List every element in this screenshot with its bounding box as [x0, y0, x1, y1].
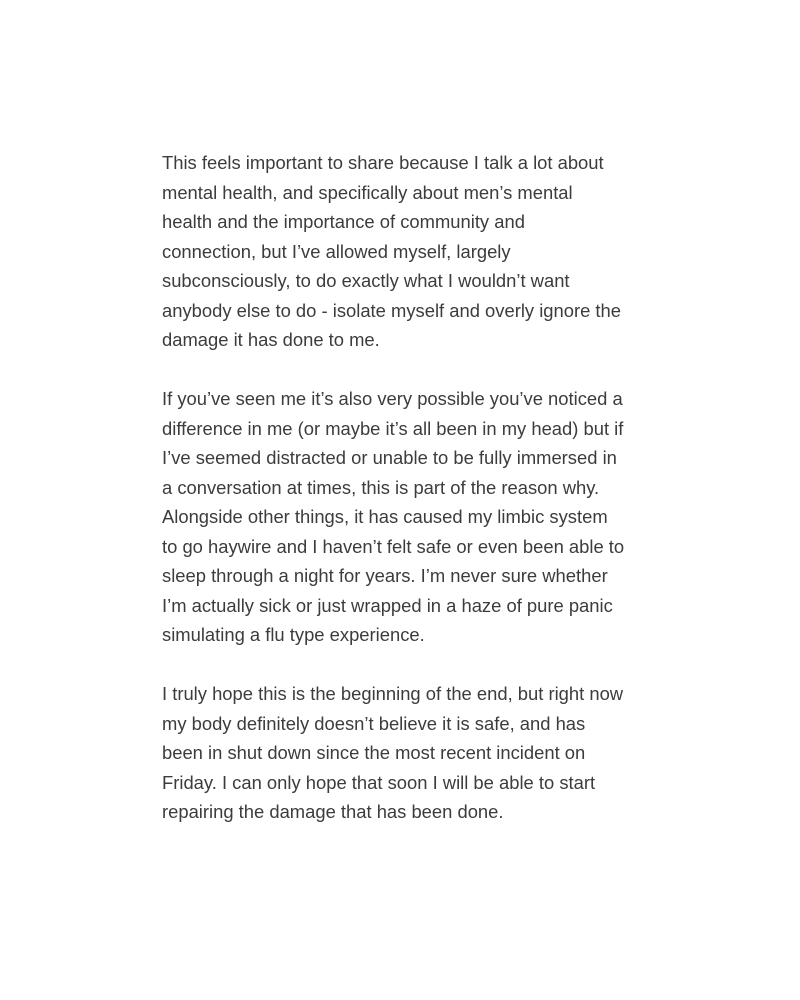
- text-line: a conversation at times, this is part of the reason why.: [162, 476, 600, 498]
- text-line: mental health, and specifically about men’s mental: [162, 181, 573, 203]
- text-line: repairing the damage that has been done.: [162, 801, 504, 822]
- text-line: simulating a flu type experience.: [162, 624, 425, 645]
- text-line: connection, but I’ve allowed myself, largely: [162, 240, 511, 262]
- text-line: difference in me (or maybe it’s all been in my head) but if: [162, 417, 624, 439]
- text-line: sleep through a night for years. I’m never sure whether: [162, 565, 608, 586]
- note-text-body: [162, 148, 652, 827]
- text-line: anybody else to do - isolate myself and overly ignore the: [162, 299, 622, 321]
- paragraph-2: [162, 384, 652, 650]
- text-line: Alongside other things, it has caused my limbic system: [162, 506, 608, 527]
- text-line: I’m actually sick or just wrapped in a haze of pure panic: [162, 594, 613, 616]
- text-line: I truly hope this is the beginning of the end, but right now: [162, 683, 624, 704]
- text-line: my body definitely doesn’t believe it is safe, and has: [162, 712, 586, 734]
- text-line: to go haywire and I haven’t felt safe or even been able to: [162, 535, 625, 557]
- text-line: Friday. I can only hope that soon I will be able to start: [162, 771, 596, 793]
- text-line: subconsciously, to do exactly what I wouldn’t want: [162, 270, 570, 291]
- text-line: I’ve seemed distracted or unable to be fully immersed in: [162, 447, 617, 468]
- text-line: This feels important to share because I talk a lot about: [162, 152, 604, 173]
- paragraph-3: [162, 679, 652, 827]
- text-line: been in shut down since the most recent incident on: [162, 742, 586, 763]
- text-line: health and the importance of community and: [162, 211, 525, 232]
- text-line: If you’ve seen me it’s also very possible you’ve noticed a: [162, 388, 623, 409]
- text-line: damage it has done to me.: [162, 329, 380, 350]
- paragraph-1: [162, 148, 652, 355]
